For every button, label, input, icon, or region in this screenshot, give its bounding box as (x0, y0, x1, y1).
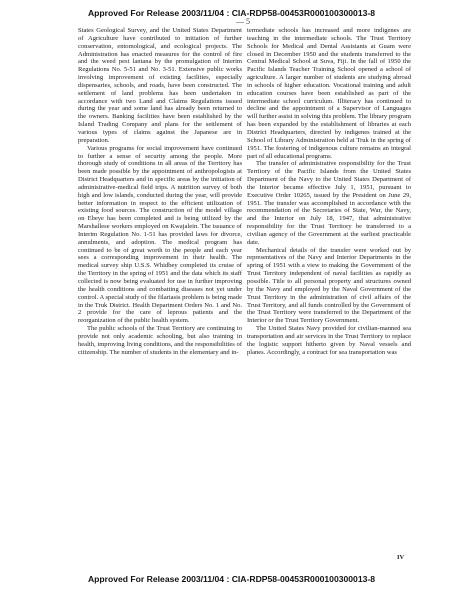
right-paragraph: Mechanical details of the transfer were worked out by representatives of the Navy and Interior Departments in the spring of 1951 with a view to making the Government of the Trust Territory independent of naval facilities as rapidly as possible. Title to all personal property and structures owned by the Navy and employed by the Naval Government of the Trust Territory in the administration of civil affairs of the Trust Territory, and all funds controlled by the Government of the Trust Territory were transferred to the Department of the Interior or the Trust Territory Government. (247, 246, 411, 325)
right-paragraph: The transfer of administrative responsibility for the Trust Territory of the Pacific Islands from the United States Department of the Navy to the United States Department of the Interior became effective July 1, 1951, pursuant to Executive Order 10265, issued by the President on June 29, 1951. The transfer was accomplished in accordance with the recommendation of the Secretaries of State, War, the Navy, and the Interior on July 18, 1947, that administrative responsibility for the Trust Territory be transferred to a civilian agency of the Government at the earliest practicable date. (247, 160, 411, 246)
right-text-column (247, 27, 411, 356)
left-paragraph: Various programs for social improvement have continued to further a sense of security among the people. More thorough study of conditions in all areas of the Territory has been made possible by the appointment of anthropologists at District Headquarters and in specific areas by the initiation of administrative-medical field trips. A nutrition survey of both high and low islands, conducted during the year, will provide better information in respect to the efficient utilization of existing food sources. The construction of the model village on Ebeye has been completed and is being utilized by the Marshallese workers employed on Kwajalein. The issuance of Interim Regulation No. 1-51 has provided laws for divorce, annulments, and adoption. The medical program has continued to be of great worth to the people and each year sees a corresponding improvement in their health. The medical survey ship U.S.S. Whidbey completed its cruise of the Territory in the spring of 1951 and the data which its staff collected is now being evaluated for use in further improving the health conditions and combatting diseases not yet under control. A special study of the filariasis problem is being made in the Truk District. Health Department Orders No. 1 and No. 2 provide for the care of leprous patients and the reorganization of the public health system. (78, 144, 242, 325)
left-text-column (78, 27, 242, 356)
right-paragraph: termediate schools has increased and more indigenes are teaching in the intermediate schools. The Trust Territory Schools for Medical and Dental Assistants at Guam were closed in December 1950 and the students transferred to the Central Medical School at Suva, Fiji. In the fall of 1950 the Pacific Islands Teacher Training School opened a school of agriculture. A larger number of students are studying abroad in schools of higher education. Vocational training and adult education courses have been established as part of the intermediate school curriculum. Illiteracy has continued to decline and the appointment of a Supervisor of Languages will further assist in solving this problem. The library program has been expanded by the establishment of libraries at each District Headquarters, directed by indigenes trained at the School of Library Administration held at Truk in the spring of 1951. The fostering of indigenous culture remains an integral part of all educational programs. (247, 27, 411, 160)
left-paragraph: States Geological Survey, and the United States Department of Agriculture have contributed to initiation of further conservation, entomological, and ecological projects. The Administration has enacted measures for the control of fire and the weed pest lantana by the promulgation of Interim Regulations No. 5-51 and No. 3-51. Extensive public works involving improvement of existing facilities, especially dispensaries, schools, and roads, have been constructed. The settlement of land problems has been undertaken in accordance with two Land and Claims Regulations issued during the year and some land has already been returned to the owners. Banking facilities have been established by the Island Trading Company and plans for the settlement of various types of claims against the Japanese are in preparation. (78, 27, 242, 144)
release-stamp-bottom: Approved For Release 2003/11/04 : CIA-RDP58-00453R000100300013-8 (87, 574, 376, 584)
control-mark: — 5 (236, 17, 250, 26)
left-paragraph: The public schools of the Trust Territory are continuing to provide not only academic schooling, but also training in health, improving living conditions, and the responsibilities of citizenship. The number of students in the elementary and in- (78, 325, 242, 356)
release-stamp-top: Approved For Release 2003/11/04 : CIA-RDP58-00453R000100300013-8 (87, 8, 376, 18)
page-number: IV (397, 554, 405, 561)
right-paragraph: The United States Navy provided for civilian-manned sea transportation and air services in the Trust Territory to replace the logistic support hitherto given by Naval vessels and planes. Accordingly, a contract for sea transportation was (247, 325, 411, 356)
